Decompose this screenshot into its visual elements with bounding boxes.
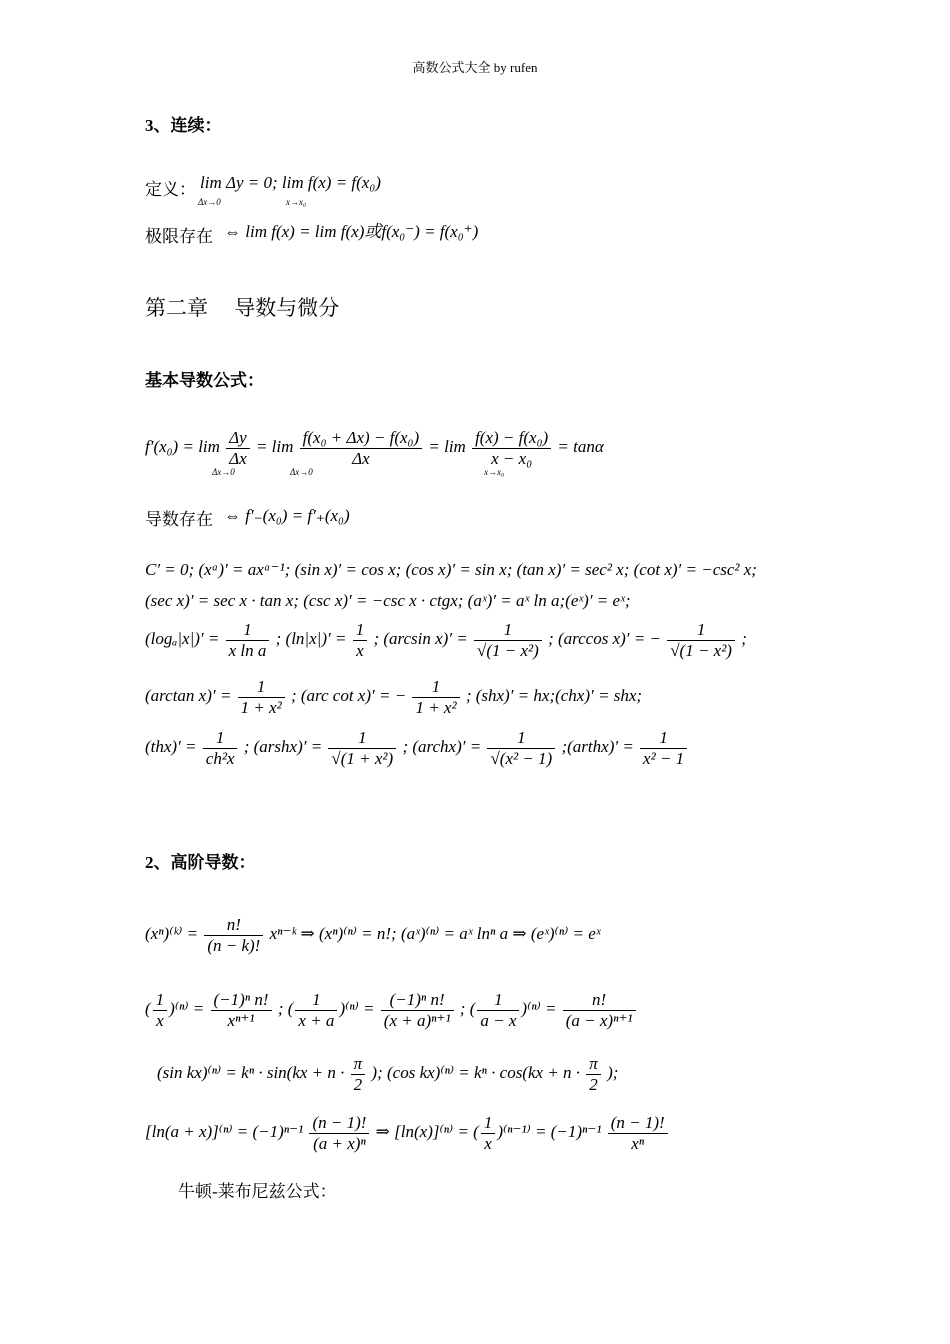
definition-formula: lim Δy = 0; lim f(x) = f(x₀) — [200, 173, 381, 192]
denominator: x — [356, 640, 364, 660]
denominator: x ln a — [228, 640, 267, 660]
row5-a: (thx)′ = — [145, 736, 197, 756]
fraction — [381, 990, 454, 1030]
definition-sub1: Δx→0 — [198, 197, 221, 207]
denominator: 1 + x² — [415, 697, 457, 717]
ho2-e-head: ; ( — [459, 998, 476, 1018]
numerator: 1 — [474, 620, 542, 641]
denominator: (x + a)ⁿ⁺¹ — [383, 1010, 451, 1030]
row5-c: ; (archx)′ = — [402, 736, 482, 756]
numerator: π — [586, 1054, 601, 1075]
numerator: 1 — [153, 990, 168, 1011]
ho4-b: ⇒ [ln(x)]⁽ⁿ⁾ = ( — [375, 1121, 479, 1141]
derivative-exists-label: 导数存在 — [145, 510, 213, 529]
numerator: 1 — [477, 990, 519, 1011]
ho2-c-tail: )⁽ⁿ⁾ = — [339, 998, 375, 1018]
ho1-a: (xⁿ)⁽ᵏ⁾ = — [145, 923, 199, 943]
derivative-row-5 — [145, 728, 689, 768]
derivative-row-2: (sec x)′ = sec x · tan x; (csc x)′ = −csc x · ctgx; (aˣ)′ = aˣ ln a;(eˣ)′ = eˣ; — [145, 591, 631, 610]
denominator: x − x₀ — [491, 448, 533, 468]
denominator: a − x — [480, 1010, 517, 1030]
numerator: 1 — [481, 1113, 496, 1134]
denominator: xⁿ — [631, 1133, 645, 1153]
fraction — [153, 990, 168, 1030]
ho1-b: xⁿ⁻ᵏ ⇒ (xⁿ)⁽ⁿ⁾ = n!; (aˣ)⁽ⁿ⁾ = aˣ lnⁿ a ⇒ (eˣ)⁽ⁿ⁾ = eˣ — [269, 923, 601, 943]
denominator: x — [156, 1010, 164, 1030]
numerator: 1 — [640, 728, 687, 749]
fraction — [640, 728, 687, 768]
denominator: (n − k)! — [207, 935, 261, 955]
ho3-a: (sin kx)⁽ⁿ⁾ = kⁿ · sin(kx + n · — [157, 1062, 345, 1082]
numerator: 1 — [353, 620, 368, 641]
row5-b: ; (arshx)′ = — [243, 736, 323, 756]
fraction — [238, 677, 285, 717]
numerator: 1 — [487, 728, 555, 749]
def-deriv-sub1: Δx→0 — [212, 467, 235, 477]
denominator: xⁿ⁺¹ — [227, 1010, 255, 1030]
denominator: √(1 − x²) — [477, 640, 539, 660]
def-deriv-left: f′(x₀) = lim — [145, 436, 220, 456]
higher-order-row-2 — [145, 990, 638, 1030]
numerator: Δy — [226, 428, 250, 449]
section-title-basic-derivatives: 基本导数公式： — [145, 371, 264, 390]
numerator: 1 — [203, 728, 238, 749]
ho4-c: )⁽ⁿ⁻¹⁾ = (−1)ⁿ⁻¹ — [497, 1121, 602, 1141]
definition-sub2: x→x₀ — [286, 197, 307, 207]
limit-exists-label: 极限存在 — [145, 227, 213, 246]
definition-label: 定义： — [145, 180, 196, 199]
fraction — [608, 1113, 668, 1153]
derivative-row-1: C′ = 0; (xᵃ)′ = axᵃ⁻¹; (sin x)′ = cos x; (cos x)′ = sin x; (tan x)′ = sec² x; (cot x)′ = −csc² x; — [145, 560, 757, 579]
fraction — [667, 620, 735, 660]
ho2-a-tail: )⁽ⁿ⁾ = — [169, 998, 205, 1018]
page-header: 高数公式大全 by rufen — [412, 60, 538, 75]
derivative-definition — [145, 428, 604, 468]
fraction — [300, 428, 422, 468]
numerator: (n − 1)! — [309, 1113, 369, 1134]
numerator: n! — [563, 990, 636, 1011]
higher-order-row-4 — [145, 1113, 670, 1153]
fraction — [295, 990, 337, 1030]
numerator: 1 — [667, 620, 735, 641]
denominator: 2 — [589, 1074, 598, 1094]
ho4-a: [ln(a + x)]⁽ⁿ⁾ = (−1)ⁿ⁻¹ — [145, 1121, 304, 1141]
denominator: Δx — [352, 448, 370, 468]
fraction — [472, 428, 551, 468]
denominator: ch²x — [205, 748, 235, 768]
fraction — [204, 915, 263, 955]
numerator: 1 — [295, 990, 337, 1011]
denominator: (a + x)ⁿ — [313, 1133, 366, 1153]
row3-a: (logₐ|x|)′ = — [145, 628, 220, 648]
section-title-higher-order: 2、高阶导数： — [145, 853, 256, 872]
numerator: n! — [204, 915, 263, 936]
derivative-row-4 — [145, 677, 642, 717]
fraction — [481, 1113, 496, 1153]
fraction — [477, 990, 519, 1030]
row4-a: (arctan x)′ = — [145, 685, 232, 705]
row4-b: ; (arc cot x)′ = − — [290, 685, 407, 705]
leibniz-label: 牛顿-莱布尼兹公式： — [178, 1182, 337, 1201]
row3-d: ; (arccos x)′ = − — [548, 628, 661, 648]
fraction — [211, 990, 272, 1030]
fraction — [226, 620, 270, 660]
denominator: x² − 1 — [643, 748, 685, 768]
row5-d: ;(arthx)′ = — [561, 736, 634, 756]
denominator: √(1 + x²) — [331, 748, 394, 768]
numerator: (n − 1)! — [608, 1113, 668, 1134]
chapter-title: 第二章 导数与微分 — [145, 296, 340, 320]
numerator: f(x₀ + Δx) − f(x₀) — [300, 428, 422, 449]
fraction — [309, 1113, 369, 1153]
numerator: π — [351, 1054, 366, 1075]
def-deriv-eq3: = lim — [428, 436, 466, 456]
section-title-continuity: 3、连续： — [145, 116, 222, 135]
ho3-b: ); (cos kx)⁽ⁿ⁾ = kⁿ · cos(kx + n · — [371, 1062, 581, 1082]
denominator: √(x² − 1) — [490, 748, 553, 768]
def-deriv-tail: = tanα — [557, 436, 604, 456]
denominator: √(1 − x²) — [670, 640, 732, 660]
row3-end: ; — [741, 628, 747, 648]
fraction — [203, 728, 238, 768]
denominator: (a − x)ⁿ⁺¹ — [565, 1010, 633, 1030]
fraction — [474, 620, 542, 660]
row4-c: ; (shx)′ = hx;(chx)′ = shx; — [465, 685, 643, 705]
denominator: x + a — [298, 1010, 335, 1030]
fraction — [226, 428, 250, 468]
derivative-exists-formula: ⇔ f′₋(x₀) = f′₊(x₀) — [224, 506, 350, 525]
row3-b: ; (ln|x|)′ = — [275, 628, 347, 648]
row3-c: ; (arcsin x)′ = — [373, 628, 468, 648]
fraction — [351, 1054, 366, 1094]
ho2-e-tail: )⁽ⁿ⁾ = — [521, 998, 557, 1018]
denominator: Δx — [229, 448, 247, 468]
higher-order-row-1 — [145, 915, 601, 955]
numerator: 1 — [238, 677, 285, 698]
def-deriv-sub2: Δx→0 — [290, 467, 313, 477]
numerator: (−1)ⁿ n! — [381, 990, 454, 1011]
fraction — [412, 677, 459, 717]
higher-order-row-3 — [157, 1054, 618, 1094]
denominator: 2 — [353, 1074, 363, 1094]
ho3-end: ); — [607, 1062, 619, 1082]
fraction — [328, 728, 396, 768]
numerator: 1 — [412, 677, 459, 698]
ho2-c-head: ; ( — [277, 998, 294, 1018]
numerator: f(x) − f(x₀) — [472, 428, 551, 449]
fraction — [563, 990, 636, 1030]
denominator: x — [484, 1133, 492, 1153]
denominator: 1 + x² — [240, 697, 282, 717]
fraction — [353, 620, 368, 660]
numerator: 1 — [328, 728, 396, 749]
limit-exists-formula: ⇔ lim f(x) = lim f(x)或f(x₀⁻) = f(x₀⁺) — [224, 222, 479, 241]
def-deriv-eq2: = lim — [255, 436, 294, 456]
numerator: 1 — [226, 620, 270, 641]
fraction — [586, 1054, 601, 1094]
ho2-open: ( — [145, 998, 151, 1018]
derivative-row-3 — [145, 620, 747, 660]
numerator: (−1)ⁿ n! — [211, 990, 272, 1011]
def-deriv-sub3: x→x₀ — [484, 467, 505, 477]
fraction — [487, 728, 555, 768]
